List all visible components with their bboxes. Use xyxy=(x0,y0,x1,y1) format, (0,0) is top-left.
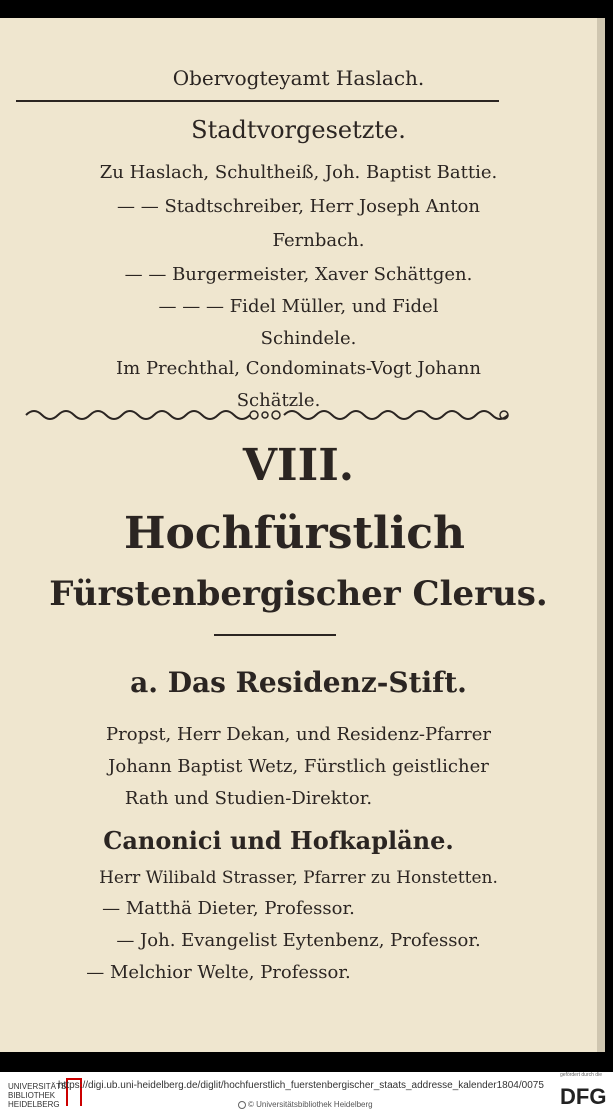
section-title-stadtvorgesetzte: Stadtvorgesetzte. xyxy=(191,116,406,144)
header-rule xyxy=(16,100,499,102)
text-line: Propst, Herr Dekan, und Residenz-Pfarrer xyxy=(106,724,491,745)
chapter-title-line2: Fürstenbergischer Clerus. xyxy=(49,574,548,614)
chapter-title-line1: Hochfürstlich xyxy=(123,508,466,559)
text-line: Herr Wilibald Strasser, Pfarrer zu Honstetten. xyxy=(99,868,498,888)
funded-by-label: gefördert durch die xyxy=(560,1072,602,1078)
section-title-canonici: Canonici und Hofkapläne. xyxy=(103,826,454,855)
chapter-number: VIII. xyxy=(242,440,355,491)
text-line: Im Prechthal, Condominats-Vogt Johann xyxy=(116,358,481,379)
text-line: Rath und Studien-Direktor. xyxy=(124,788,373,809)
text-line: — — Burgermeister, Xaver Schättgen. xyxy=(124,264,473,285)
text-line: — Melchior Welte, Professor. xyxy=(86,962,351,983)
running-header: Obervogteyamt Haslach. xyxy=(172,66,425,90)
library-label: UNIVERSITÄTS BIBLIOTHEK HEIDELBERG xyxy=(8,1082,67,1109)
text-line: Schätzle. xyxy=(236,390,321,411)
text-line: — — Stadtschreiber, Herr Joseph Anton xyxy=(117,196,480,217)
text-line: Schindele. xyxy=(260,328,357,349)
page-edge xyxy=(597,18,605,1052)
document-page xyxy=(0,18,597,1052)
permalink-link[interactable]: https://digi.ub.uni-heidelberg.de/diglit/hochfuerstlich_fuerstenbergischer_staats_addresse_kalender1804/0075 xyxy=(58,1080,544,1091)
chapter-rule xyxy=(214,634,336,636)
copyright-text: © Universitätsbibliothek Heidelberg xyxy=(248,1100,373,1109)
section-title-residenz-stift: a. Das Residenz-Stift. xyxy=(130,666,467,699)
funder-logo: DFG xyxy=(560,1084,607,1109)
ornament-divider xyxy=(22,406,512,424)
text-line: — — — Fidel Müller, und Fidel xyxy=(158,296,439,317)
text-line: Fernbach. xyxy=(272,230,365,251)
text-line: Zu Haslach, Schultheiß, Joh. Baptist Battie. xyxy=(99,162,498,183)
copyright-icon xyxy=(238,1101,246,1109)
viewer-footer xyxy=(0,1072,613,1116)
text-line: — Matthä Dieter, Professor. xyxy=(102,898,355,919)
text-line: — Joh. Evangelist Eytenbenz, Professor. xyxy=(116,930,481,951)
text-line: Johann Baptist Wetz, Fürstlich geistlicher xyxy=(108,756,489,777)
